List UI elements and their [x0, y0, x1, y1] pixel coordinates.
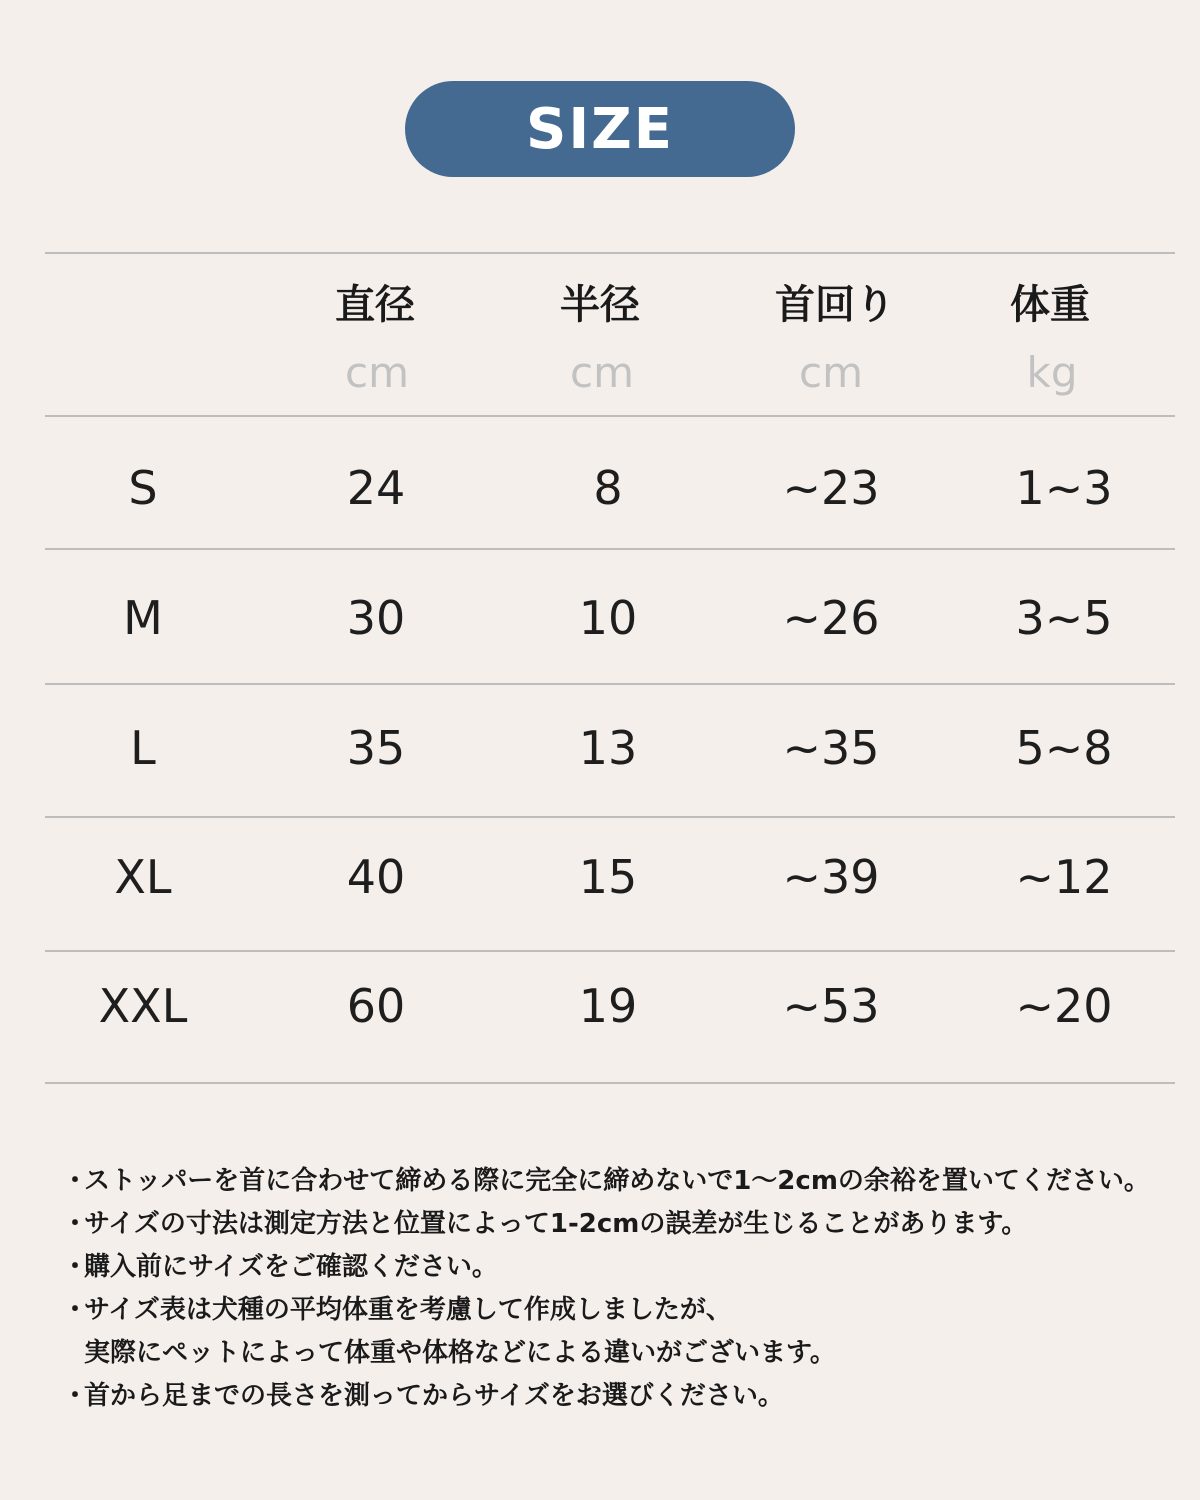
size-label: S — [128, 461, 158, 515]
note-item — [62, 1160, 1172, 1203]
neck-value: ~23 — [782, 461, 880, 515]
row-divider — [45, 816, 1175, 818]
neck-value: ~26 — [782, 591, 880, 645]
radius-value: 10 — [578, 591, 638, 645]
weight-value: 3~5 — [1015, 591, 1113, 645]
radius-value: 15 — [578, 850, 638, 904]
diameter-value: 60 — [346, 979, 406, 1033]
weight-value: 5~8 — [1015, 721, 1113, 775]
notes-list — [62, 1160, 1172, 1418]
radius-value: 19 — [578, 979, 638, 1033]
radius-value: 8 — [593, 461, 623, 515]
size-label: L — [130, 721, 156, 775]
size-label: XXL — [98, 979, 188, 1033]
note-item — [62, 1246, 1172, 1289]
note-item — [62, 1203, 1172, 1246]
note-item-continued — [62, 1332, 1172, 1375]
column-header-diameter: 直径 — [335, 282, 415, 328]
column-header-weight: 体重 — [1010, 282, 1090, 328]
diameter-value: 35 — [346, 721, 406, 775]
column-unit-neck: cm — [798, 348, 863, 397]
note-item — [62, 1375, 1172, 1418]
note-text: サイズ表は犬種の平均体重を考慮して作成しましたが、 — [84, 1295, 732, 1325]
bullet: ・ — [62, 1295, 89, 1325]
size-title: SIZE — [525, 96, 675, 162]
neck-value: ~53 — [782, 979, 880, 1033]
row-divider — [45, 683, 1175, 685]
row-divider — [45, 950, 1175, 952]
row-divider — [45, 548, 1175, 550]
note-text: 実際にペットによって体重や体格などによる違いがございます。 — [84, 1338, 836, 1368]
note-text: 購入前にサイズをご確認ください。 — [84, 1252, 498, 1282]
note-item — [62, 1289, 1172, 1332]
bullet: ・ — [62, 1252, 89, 1282]
neck-value: ~39 — [782, 850, 880, 904]
diameter-value: 30 — [346, 591, 406, 645]
bullet: ・ — [62, 1166, 89, 1196]
weight-value: ~12 — [1015, 850, 1113, 904]
bullet: ・ — [62, 1209, 89, 1239]
neck-value: ~35 — [782, 721, 880, 775]
diameter-value: 40 — [346, 850, 406, 904]
size-label: M — [123, 591, 163, 645]
note-text: 首から足までの長さを測ってからサイズをお選びください。 — [84, 1381, 784, 1411]
diameter-value: 24 — [346, 461, 406, 515]
header-divider — [45, 415, 1175, 417]
note-text: サイズの寸法は測定方法と位置によって1-2cmの誤差が生じることがあります。 — [84, 1209, 1028, 1239]
column-header-radius: 半径 — [560, 282, 640, 328]
note-text: ストッパーを首に合わせて締める際に完全に締めないで1〜2cmの余裕を置いてください。 — [84, 1166, 1150, 1196]
column-unit-radius: cm — [569, 348, 634, 397]
size-title-badge — [405, 81, 795, 177]
column-header-neck: 首回り — [775, 282, 895, 328]
table-top-rule — [45, 252, 1175, 254]
bullet: ・ — [62, 1381, 89, 1411]
column-unit-weight: kg — [1026, 348, 1078, 397]
radius-value: 13 — [578, 721, 638, 775]
column-unit-diameter: cm — [344, 348, 409, 397]
weight-value: 1~3 — [1015, 461, 1113, 515]
weight-value: ~20 — [1015, 979, 1113, 1033]
size-label: XL — [114, 850, 172, 904]
table-bottom-rule — [45, 1082, 1175, 1084]
